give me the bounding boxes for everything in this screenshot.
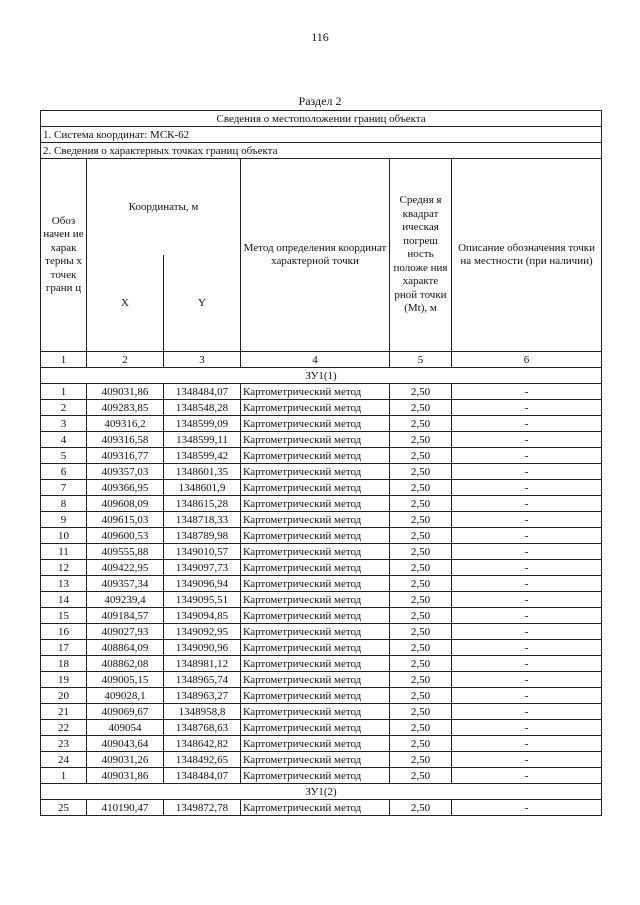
coord-x: 409043,64 bbox=[87, 736, 164, 752]
accuracy-cell: 2,50 bbox=[390, 672, 452, 688]
accuracy-cell: 2,50 bbox=[390, 448, 452, 464]
coord-x: 409615,03 bbox=[87, 512, 164, 528]
coord-x: 409316,58 bbox=[87, 432, 164, 448]
method-cell: Картометрический метод bbox=[241, 544, 390, 560]
accuracy-cell: 2,50 bbox=[390, 400, 452, 416]
header-description: Описание обозначения точки на местности (при наличии) bbox=[452, 159, 602, 352]
description-cell: - bbox=[452, 672, 602, 688]
point-number: 23 bbox=[41, 736, 87, 752]
coord-x: 409555,88 bbox=[87, 544, 164, 560]
description-cell: - bbox=[452, 752, 602, 768]
method-cell: Картометрический метод bbox=[241, 560, 390, 576]
accuracy-cell: 2,50 bbox=[390, 512, 452, 528]
method-cell: Картометрический метод bbox=[241, 768, 390, 784]
coord-x: 409366,95 bbox=[87, 480, 164, 496]
column-number: 6 bbox=[452, 352, 602, 368]
coord-y: 1348642,82 bbox=[164, 736, 241, 752]
header-designation: Обоз начен ие харак терны х точек грани ц bbox=[41, 159, 87, 352]
table-title: Сведения о местоположении границ объекта bbox=[41, 111, 602, 127]
coord-y: 1348958,8 bbox=[164, 704, 241, 720]
column-number: 1 bbox=[41, 352, 87, 368]
coord-y: 1348615,28 bbox=[164, 496, 241, 512]
coord-x: 408862,08 bbox=[87, 656, 164, 672]
coord-y: 1348601,9 bbox=[164, 480, 241, 496]
accuracy-cell: 2,50 bbox=[390, 656, 452, 672]
point-number: 7 bbox=[41, 480, 87, 496]
coord-x: 409357,34 bbox=[87, 576, 164, 592]
accuracy-cell: 2,50 bbox=[390, 464, 452, 480]
description-cell: - bbox=[452, 528, 602, 544]
group-header: ЗУ1(2) bbox=[41, 784, 602, 800]
coord-x: 409054 bbox=[87, 720, 164, 736]
point-number: 21 bbox=[41, 704, 87, 720]
coord-y: 1349096,94 bbox=[164, 576, 241, 592]
accuracy-cell: 2,50 bbox=[390, 432, 452, 448]
coord-x: 410190,47 bbox=[87, 800, 164, 816]
point-number: 24 bbox=[41, 752, 87, 768]
method-cell: Картометрический метод bbox=[241, 448, 390, 464]
coord-x: 409600,53 bbox=[87, 528, 164, 544]
method-cell: Картометрический метод bbox=[241, 512, 390, 528]
description-cell: - bbox=[452, 656, 602, 672]
method-cell: Картометрический метод bbox=[241, 640, 390, 656]
point-number: 12 bbox=[41, 560, 87, 576]
point-number: 17 bbox=[41, 640, 87, 656]
page-number: 116 bbox=[311, 30, 329, 44]
description-cell: - bbox=[452, 560, 602, 576]
table-row bbox=[41, 672, 602, 688]
coord-y: 1348789,98 bbox=[164, 528, 241, 544]
column-number: 3 bbox=[164, 352, 241, 368]
coord-y: 1349092,95 bbox=[164, 624, 241, 640]
coord-y: 1348599,11 bbox=[164, 432, 241, 448]
method-cell: Картометрический метод bbox=[241, 752, 390, 768]
point-number: 5 bbox=[41, 448, 87, 464]
coord-x: 409031,86 bbox=[87, 768, 164, 784]
accuracy-cell: 2,50 bbox=[390, 640, 452, 656]
coord-y: 1349094,85 bbox=[164, 608, 241, 624]
column-number: 2 bbox=[87, 352, 164, 368]
point-number: 6 bbox=[41, 464, 87, 480]
description-cell: - bbox=[452, 688, 602, 704]
table-row bbox=[41, 768, 602, 784]
accuracy-cell: 2,50 bbox=[390, 608, 452, 624]
accuracy-cell: 2,50 bbox=[390, 560, 452, 576]
coord-y: 1348981,12 bbox=[164, 656, 241, 672]
table-row bbox=[41, 608, 602, 624]
table-row bbox=[41, 656, 602, 672]
accuracy-cell: 2,50 bbox=[390, 720, 452, 736]
description-cell: - bbox=[452, 448, 602, 464]
method-cell: Картометрический метод bbox=[241, 672, 390, 688]
column-number: 4 bbox=[241, 352, 390, 368]
table-row bbox=[41, 560, 602, 576]
description-cell: - bbox=[452, 384, 602, 400]
description-cell: - bbox=[452, 416, 602, 432]
table-row bbox=[41, 800, 602, 816]
accuracy-cell: 2,50 bbox=[390, 800, 452, 816]
table-row bbox=[41, 480, 602, 496]
coord-x: 409005,15 bbox=[87, 672, 164, 688]
table-row bbox=[41, 528, 602, 544]
table-row bbox=[41, 416, 602, 432]
method-cell: Картометрический метод bbox=[241, 592, 390, 608]
accuracy-cell: 2,50 bbox=[390, 384, 452, 400]
coord-system-row: 1. Система координат: МСК-62 bbox=[41, 127, 602, 143]
group-header: ЗУ1(1) bbox=[41, 368, 602, 384]
point-number: 16 bbox=[41, 624, 87, 640]
table-row bbox=[41, 624, 602, 640]
coord-x: 409031,26 bbox=[87, 752, 164, 768]
coord-x: 409069,67 bbox=[87, 704, 164, 720]
table-row bbox=[41, 496, 602, 512]
method-cell: Картометрический метод bbox=[241, 528, 390, 544]
coord-y: 1348718,33 bbox=[164, 512, 241, 528]
point-number: 25 bbox=[41, 800, 87, 816]
coord-y: 1348601,35 bbox=[164, 464, 241, 480]
header-method: Метод определения координат характерной точки bbox=[241, 159, 390, 352]
description-cell: - bbox=[452, 704, 602, 720]
accuracy-cell: 2,50 bbox=[390, 592, 452, 608]
accuracy-cell: 2,50 bbox=[390, 496, 452, 512]
header-y: Y bbox=[164, 255, 241, 352]
section-title: Раздел 2 bbox=[298, 94, 342, 108]
coord-y: 1348599,09 bbox=[164, 416, 241, 432]
description-cell: - bbox=[452, 480, 602, 496]
point-number: 1 bbox=[41, 768, 87, 784]
method-cell: Картометрический метод bbox=[241, 608, 390, 624]
point-number: 18 bbox=[41, 656, 87, 672]
table-row bbox=[41, 464, 602, 480]
description-cell: - bbox=[452, 624, 602, 640]
method-cell: Картометрический метод bbox=[241, 624, 390, 640]
description-cell: - bbox=[452, 736, 602, 752]
method-cell: Картометрический метод bbox=[241, 384, 390, 400]
accuracy-cell: 2,50 bbox=[390, 416, 452, 432]
table-row bbox=[41, 736, 602, 752]
coord-x: 409422,95 bbox=[87, 560, 164, 576]
description-cell: - bbox=[452, 432, 602, 448]
method-cell: Картометрический метод bbox=[241, 400, 390, 416]
coord-x: 409283,85 bbox=[87, 400, 164, 416]
method-cell: Картометрический метод bbox=[241, 496, 390, 512]
description-cell: - bbox=[452, 592, 602, 608]
method-cell: Картометрический метод bbox=[241, 704, 390, 720]
method-cell: Картометрический метод bbox=[241, 656, 390, 672]
method-cell: Картометрический метод bbox=[241, 576, 390, 592]
description-cell: - bbox=[452, 512, 602, 528]
point-number: 1 bbox=[41, 384, 87, 400]
table-row bbox=[41, 400, 602, 416]
column-number: 5 bbox=[390, 352, 452, 368]
table-row bbox=[41, 576, 602, 592]
accuracy-cell: 2,50 bbox=[390, 544, 452, 560]
table-row bbox=[41, 544, 602, 560]
point-number: 4 bbox=[41, 432, 87, 448]
method-cell: Картометрический метод bbox=[241, 736, 390, 752]
method-cell: Картометрический метод bbox=[241, 688, 390, 704]
accuracy-cell: 2,50 bbox=[390, 624, 452, 640]
coord-y: 1349010,57 bbox=[164, 544, 241, 560]
accuracy-cell: 2,50 bbox=[390, 528, 452, 544]
coord-y: 1349095,51 bbox=[164, 592, 241, 608]
point-number: 9 bbox=[41, 512, 87, 528]
point-number: 14 bbox=[41, 592, 87, 608]
description-cell: - bbox=[452, 400, 602, 416]
coord-x: 409357,03 bbox=[87, 464, 164, 480]
header-accuracy: Средня я квадрат ическая погреш ность положе ния характе рной точки (Mt), м bbox=[390, 159, 452, 352]
coord-y: 1349097,73 bbox=[164, 560, 241, 576]
points-header-row: 2. Сведения о характерных точках границ объекта bbox=[41, 143, 602, 159]
description-cell: - bbox=[452, 544, 602, 560]
boundary-points-table bbox=[40, 110, 602, 816]
coord-x: 409027,93 bbox=[87, 624, 164, 640]
description-cell: - bbox=[452, 608, 602, 624]
point-number: 3 bbox=[41, 416, 87, 432]
table-row bbox=[41, 752, 602, 768]
description-cell: - bbox=[452, 768, 602, 784]
table-row bbox=[41, 592, 602, 608]
table-row bbox=[41, 704, 602, 720]
coord-y: 1348963,27 bbox=[164, 688, 241, 704]
method-cell: Картометрический метод bbox=[241, 416, 390, 432]
table-row bbox=[41, 512, 602, 528]
header-coordinates: Координаты, м bbox=[87, 159, 241, 256]
coord-y: 1348599,42 bbox=[164, 448, 241, 464]
description-cell: - bbox=[452, 464, 602, 480]
table-row bbox=[41, 688, 602, 704]
accuracy-cell: 2,50 bbox=[390, 688, 452, 704]
coord-y: 1348484,07 bbox=[164, 768, 241, 784]
description-cell: - bbox=[452, 800, 602, 816]
coord-y: 1348492,65 bbox=[164, 752, 241, 768]
table-row bbox=[41, 432, 602, 448]
description-cell: - bbox=[452, 640, 602, 656]
table-row bbox=[41, 384, 602, 400]
method-cell: Картометрический метод bbox=[241, 720, 390, 736]
point-number: 11 bbox=[41, 544, 87, 560]
accuracy-cell: 2,50 bbox=[390, 704, 452, 720]
table-row bbox=[41, 448, 602, 464]
coord-y: 1348768,63 bbox=[164, 720, 241, 736]
point-number: 15 bbox=[41, 608, 87, 624]
description-cell: - bbox=[452, 576, 602, 592]
accuracy-cell: 2,50 bbox=[390, 736, 452, 752]
coord-y: 1348965,74 bbox=[164, 672, 241, 688]
coord-x: 409608,09 bbox=[87, 496, 164, 512]
point-number: 20 bbox=[41, 688, 87, 704]
coord-x: 409316,2 bbox=[87, 416, 164, 432]
point-number: 22 bbox=[41, 720, 87, 736]
point-number: 10 bbox=[41, 528, 87, 544]
coord-x: 409184,57 bbox=[87, 608, 164, 624]
point-number: 19 bbox=[41, 672, 87, 688]
method-cell: Картометрический метод bbox=[241, 432, 390, 448]
table-row bbox=[41, 720, 602, 736]
point-number: 13 bbox=[41, 576, 87, 592]
accuracy-cell: 2,50 bbox=[390, 480, 452, 496]
coord-y: 1349872,78 bbox=[164, 800, 241, 816]
coord-x: 409239,4 bbox=[87, 592, 164, 608]
coord-x: 408864,09 bbox=[87, 640, 164, 656]
coord-y: 1349090,96 bbox=[164, 640, 241, 656]
accuracy-cell: 2,50 bbox=[390, 752, 452, 768]
accuracy-cell: 2,50 bbox=[390, 768, 452, 784]
coord-x: 409316,77 bbox=[87, 448, 164, 464]
coord-y: 1348548,28 bbox=[164, 400, 241, 416]
point-number: 8 bbox=[41, 496, 87, 512]
description-cell: - bbox=[452, 720, 602, 736]
coord-x: 409028,1 bbox=[87, 688, 164, 704]
table-row bbox=[41, 640, 602, 656]
method-cell: Картометрический метод bbox=[241, 800, 390, 816]
method-cell: Картометрический метод bbox=[241, 480, 390, 496]
point-number: 2 bbox=[41, 400, 87, 416]
coord-y: 1348484,07 bbox=[164, 384, 241, 400]
coord-x: 409031,86 bbox=[87, 384, 164, 400]
description-cell: - bbox=[452, 496, 602, 512]
accuracy-cell: 2,50 bbox=[390, 576, 452, 592]
method-cell: Картометрический метод bbox=[241, 464, 390, 480]
header-x: X bbox=[87, 255, 164, 352]
